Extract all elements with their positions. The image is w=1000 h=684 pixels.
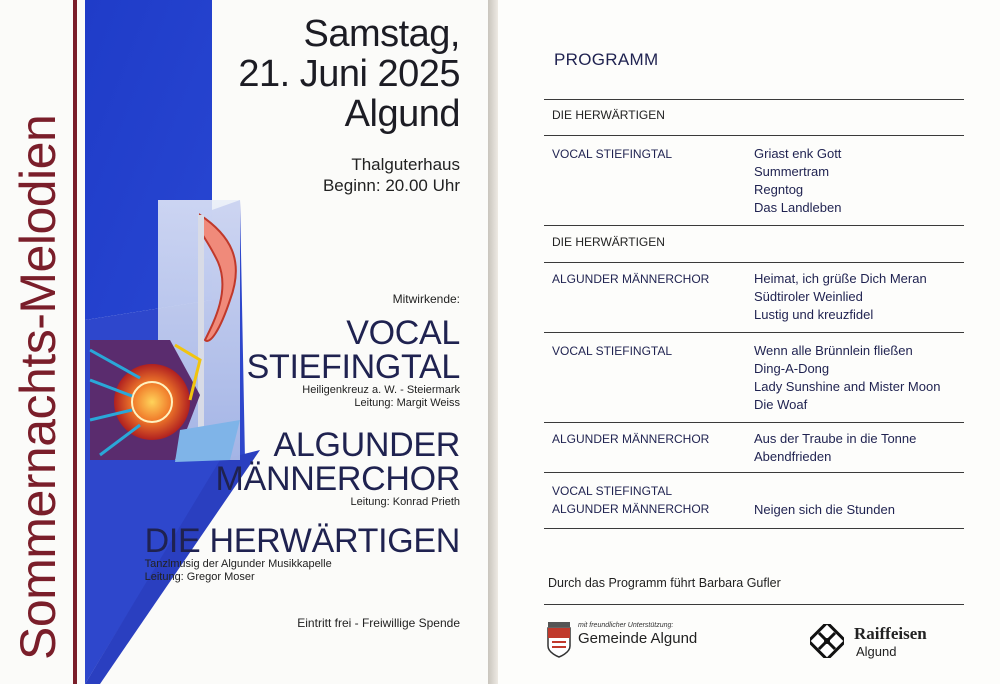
song-item: Südtiroler Weinlied bbox=[754, 289, 863, 304]
municipal-crest-icon bbox=[546, 622, 572, 658]
divider bbox=[544, 225, 964, 226]
sponsor-gemeinde-algund bbox=[546, 622, 726, 662]
song-item: Lady Sunshine and Mister Moon bbox=[754, 379, 941, 394]
sponsor-location: Algund bbox=[856, 644, 897, 659]
divider bbox=[544, 604, 964, 605]
performer-leader: Leitung: Gregor Moser bbox=[144, 571, 255, 583]
group-name: ALGUNDER MÄNNERCHOR bbox=[552, 272, 710, 286]
divider bbox=[544, 472, 964, 473]
song-item: Abendfrieden bbox=[754, 449, 832, 464]
song-list bbox=[754, 270, 927, 324]
song-item: Regntog bbox=[754, 182, 804, 197]
program-group bbox=[552, 342, 672, 360]
sponsor-raiffeisen bbox=[810, 624, 960, 664]
program-page bbox=[498, 0, 1000, 684]
page-fold bbox=[488, 0, 498, 684]
song-item: Aus der Traube in die Tonne bbox=[754, 431, 917, 446]
program-group bbox=[552, 430, 709, 448]
song-item: Heimat, ich grüße Dich Meran bbox=[754, 271, 927, 286]
venue-name: Thalguterhaus bbox=[351, 155, 460, 174]
song-item: Wenn alle Brünnlein fließen bbox=[754, 343, 913, 358]
performer-origin: Tanzlmusig der Algunder Musikkapelle bbox=[144, 558, 332, 570]
vertical-title: Sommernachts-Melodien bbox=[10, 114, 66, 660]
song-list bbox=[754, 342, 940, 414]
title-rule bbox=[73, 0, 77, 684]
song-list bbox=[754, 145, 841, 217]
song-item: Summertram bbox=[754, 164, 830, 179]
sponsor-name: Gemeinde Algund bbox=[578, 630, 698, 647]
entry-note: Eintritt frei - Freiwillige Spende bbox=[297, 616, 460, 630]
group-name: VOCAL STIEFINGTAL bbox=[552, 344, 673, 358]
date-day: 21. Juni 2025 bbox=[238, 53, 460, 95]
group-name: ALGUNDER MÄNNERCHOR bbox=[552, 502, 710, 516]
divider bbox=[544, 135, 964, 136]
divider bbox=[544, 262, 964, 263]
divider bbox=[544, 332, 964, 333]
flyer-front-page bbox=[0, 0, 488, 684]
performers-label: Mitwirkende: bbox=[392, 292, 460, 306]
venue-info bbox=[323, 154, 460, 196]
date-place: Algund bbox=[344, 93, 460, 135]
song-item: Neigen sich die Stunden bbox=[754, 502, 895, 517]
song-item: Ding-A-Dong bbox=[754, 361, 830, 376]
sponsor-name: Raiffeisen bbox=[854, 624, 927, 643]
performer-origin: Heiligenkreuz a. W. - Steiermark bbox=[302, 384, 460, 396]
raiffeisen-logo-icon bbox=[810, 624, 844, 658]
group-name: VOCAL STIEFINGTAL bbox=[552, 484, 673, 498]
divider bbox=[544, 99, 964, 100]
sponsor-support-label: mit freundlicher Unterstützung: bbox=[578, 622, 674, 629]
group-name: ALGUNDER MÄNNERCHOR bbox=[552, 432, 710, 446]
performer-leader: Leitung: Konrad Prieth bbox=[350, 496, 460, 508]
performer-algunder-maennerchor bbox=[216, 428, 460, 509]
song-item: Griast enk Gott bbox=[754, 146, 842, 161]
performer-name: DIE HERWÄRTIGEN bbox=[144, 522, 460, 560]
song-list bbox=[754, 430, 916, 466]
divider bbox=[544, 422, 964, 423]
program-header-row: DIE HERWÄRTIGEN bbox=[552, 235, 665, 249]
performer-name: VOCAL bbox=[346, 314, 460, 352]
performer-name: STIEFINGTAL bbox=[246, 348, 460, 386]
group-name: VOCAL STIEFINGTAL bbox=[552, 147, 673, 161]
date-weekday: Samstag, bbox=[303, 13, 460, 55]
start-time: Beginn: 20.00 Uhr bbox=[322, 176, 460, 195]
moderator-note: Durch das Programm führt Barbara Gufler bbox=[548, 576, 781, 590]
performer-name: MÄNNERCHOR bbox=[215, 460, 460, 498]
song-item: Die Woaf bbox=[754, 397, 808, 412]
program-group bbox=[552, 482, 709, 518]
performer-vocal-stiefingtal bbox=[247, 316, 460, 410]
performer-leader: Leitung: Margit Weiss bbox=[354, 397, 460, 409]
song-list bbox=[754, 501, 895, 519]
song-item: Lustig und kreuzfidel bbox=[754, 307, 874, 322]
performer-name: ALGUNDER bbox=[273, 426, 460, 464]
event-date bbox=[238, 14, 460, 134]
divider bbox=[544, 528, 964, 529]
program-group bbox=[552, 145, 672, 163]
program-header-row: DIE HERWÄRTIGEN bbox=[552, 108, 665, 122]
performer-die-herwaertigen bbox=[145, 524, 460, 584]
program-group bbox=[552, 270, 709, 288]
program-title: PROGRAMM bbox=[554, 50, 659, 69]
song-item: Das Landleben bbox=[754, 200, 842, 215]
